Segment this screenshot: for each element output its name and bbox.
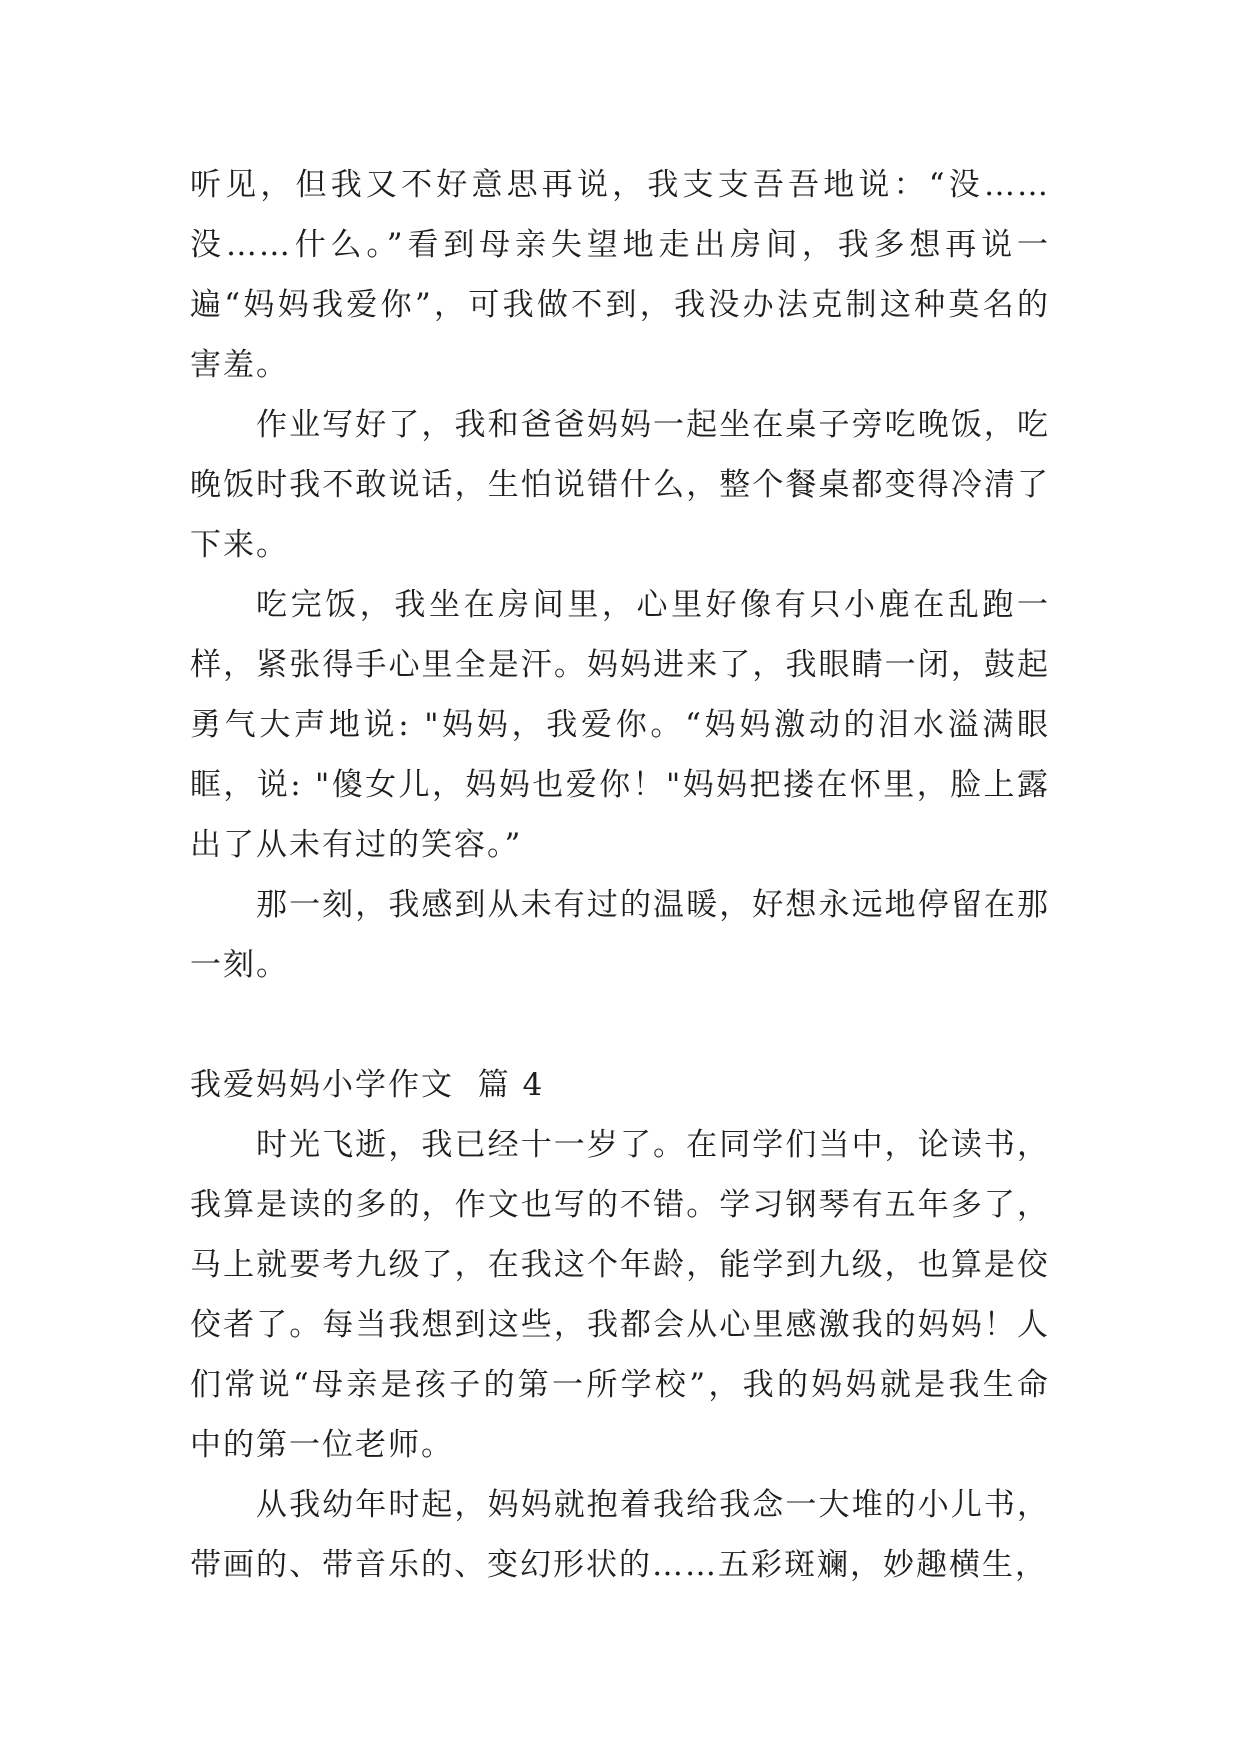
paragraph-confession: 吃完饭，我坐在房间里，心里好像有只小鹿在乱跑一样，紧张得手心里全是汗。妈妈进来了，我眼睛一闭，鼓起勇气大声地说: "妈妈，我爱你。“妈妈激动的泪水溢满眼眶，说: "傻女儿，妈妈也爱你！"妈妈把搂在怀里，脸上露出了从未有过的笑容。”	[190, 587, 1050, 863]
document-page	[190, 155, 1050, 1595]
section-heading: 我爱妈妈小学作文 篇 4	[190, 1067, 545, 1103]
paragraph-childhood: 从我幼年时起，妈妈就抱着我给我念一大堆的小儿书，带画的、带音乐的、变幻形状的……五彩斑斓，妙趣横生，	[190, 1487, 1050, 1583]
paragraph-time-flies: 时光飞逝，我已经十一岁了。在同学们当中，论读书，我算是读的多的，作文也写的不错。学习钢琴有五年多了，马上就要考九级了，在我这个年龄，能学到九级，也算是佼佼者了。每当我想到这些，我都会从心里感激我的妈妈！人们常说“母亲是孩子的第一所学校”，我的妈妈就是我生命中的第一位老师。	[190, 1127, 1050, 1463]
paragraph-continued: 听见，但我又不好意思再说，我支支吾吾地说：“没……没……什么。”看到母亲失望地走出房间，我多想再说一遍“妈妈我爱你”，可我做不到，我没办法克制这种莫名的害羞。	[190, 167, 1050, 383]
paragraph-dinner: 作业写好了，我和爸爸妈妈一起坐在桌子旁吃晚饭，吃晚饭时我不敢说话，生怕说错什么，整个餐桌都变得冷清了下来。	[190, 407, 1050, 563]
paragraph-moment: 那一刻，我感到从未有过的温暖，好想永远地停留在那一刻。	[190, 887, 1050, 983]
